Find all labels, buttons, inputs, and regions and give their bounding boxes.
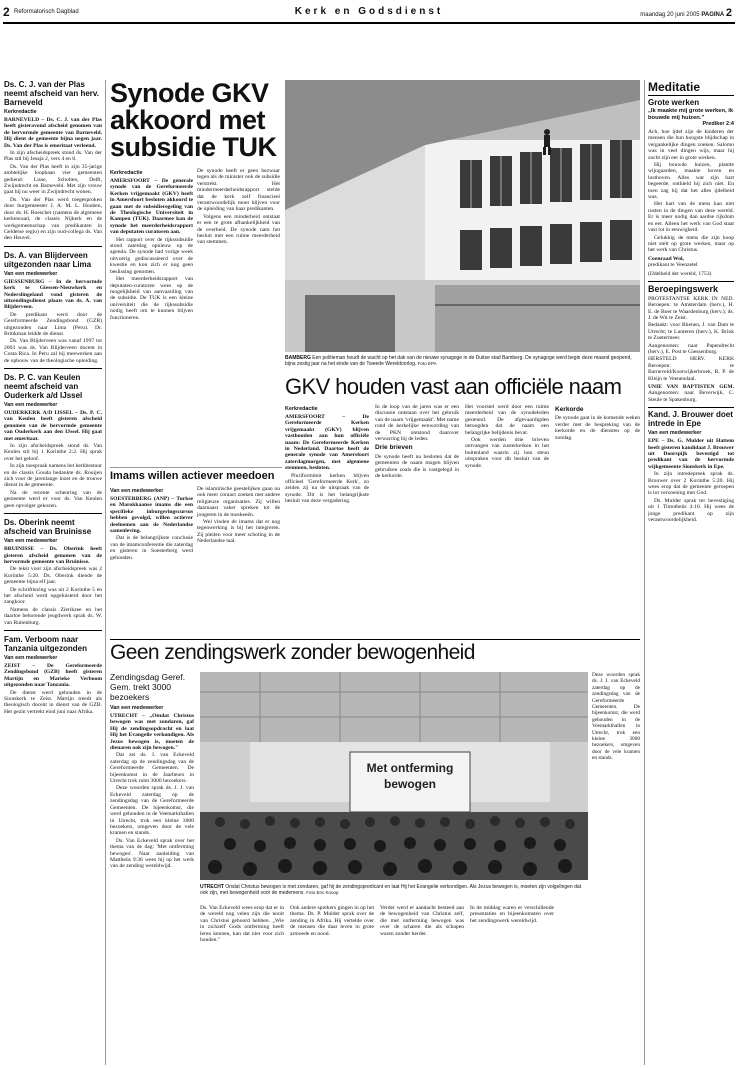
text: Aangenomen: naar Beverwijk, C. Steule te Spakenburg. <box>648 390 734 403</box>
banner-text-1: Met ontferming <box>366 761 454 775</box>
meditatie-note: (IJdelheid der wereld, 1753) <box>648 270 712 277</box>
banner-text-2: bewogen <box>383 777 437 791</box>
paragraph: Het rapport over de rijkssubsidie stond zaterdag opnieuw op de agenda. De synode had vorige week uitvoerig gediscussieerd over de kwestie en kon zich er nog geen beslissing genomen. <box>110 236 193 275</box>
paragraph: Ds. Mulder sprak ter bevestiging uit 1 Timotheüs 4:16. Hij wees de jonge predikant op zijn verantwoordelijkheid. <box>648 497 734 524</box>
caption-label: BAMBERG <box>285 355 311 361</box>
byline: Kerkredactie <box>285 406 318 412</box>
paragraph: BARNEVELD – Ds. C. J. van der Plas heeft gisteravond afscheid genomen van de hervormde gemeente van Barneveld. Hij dient de gemeente bijna negen jaar. Ds. Van der Plas is emeritaat verleend. <box>4 117 102 149</box>
subhead: Drie brieven <box>375 444 413 452</box>
headline: Ds. P. C. van Keulen neemt afscheid van Ouderkerk a/d IJssel <box>4 373 83 400</box>
paragraph: Ds. Van der Plas heeft in zijn 35-jarige ambtelijke loopbaan vier gemeenten gediend: Lisse, Scholten, Delft, Zwijndrecht en Barneveld. Met zijn vrouw gaat hij nu weer in Zwijndrecht wonen. <box>4 163 102 196</box>
paragraph: In zijn toespraak namens het kerkbestuur en de classis Gouda bedankte ds. Rooijen zich voor de jarenlange inzet en de trouwe dienst in de gemeente. <box>4 463 102 489</box>
newspaper-name: Reformatorisch Dagblad <box>14 9 79 15</box>
paragraph: Na de recente scheuring van de gemeente werd er voor ds. Van Keulen geen opvolger gekozen. <box>4 489 102 509</box>
byline: Van een medewerker <box>110 488 164 494</box>
paragraph: De tekst voor zijn afscheidspreek was 2 Korinthe 5:20. Ds. Oberink diende de gemeente bijna elf jaar. <box>4 566 102 586</box>
paragraph: Ook werden drie brieven ontvangen van zusterkerken in het buitenland waarin zij hun steun uitspraken voor dit besluit van de synode. <box>465 437 549 469</box>
gkv-column-3 <box>465 404 549 636</box>
byline: Van een medewerker <box>4 270 58 277</box>
caption-credit: Foto Eric Knoop <box>306 890 339 895</box>
byline: Kerkredactie <box>110 170 143 176</box>
imams-headline: Imams willen actiever meedoen <box>110 470 275 482</box>
paragraph: De schriftlezing was uit 2 Korinthe 5 en het afscheid werd opgeluisterd door het zangkoor. <box>4 586 102 606</box>
meditatie-author: Coenraad Wol, <box>648 255 684 262</box>
article-blijderveen <box>4 251 102 364</box>
paragraph: GIESSENBURG – In de hervormde kerk te Giessen-Nieuwkerk en Nederslingeland vond gisteren de uitzendingsdienst plaats van ds. A. van Blijderveen. <box>4 278 102 311</box>
photo-caption <box>285 355 640 367</box>
paragraph: Ach, hoe ijdel zijn de kinderen der mensen die hun hoogste blijdschap in vergankelijke dingen zoeken. Salomo was in veel dingen wijs, maar hij zocht zijn eer in grote werken. <box>648 129 734 161</box>
bottom-subtitle: Zendingsdag Geref. Gem. trekt 3000 bezoekers <box>110 672 186 702</box>
gkv-column-1 <box>285 404 369 636</box>
paragraph: AMERSFOORT – De generale synode van de Gereformeerde Kerken vrijgemaakt (GKV) heeft in Amersfoort besloten akkoord te gaan met de subsidieregeling van de Theologische Universiteit in Kampen (TUK). Daarmee kan de synode het meerderheidsrapport van deputaten curatoren aan. <box>110 178 193 236</box>
right-column <box>648 80 734 1065</box>
page-number-left: 2 <box>3 5 10 19</box>
gkv-column-2 <box>375 404 459 636</box>
meditatie-quote: „Ik maakte mij grote werken, ik bouwde mij huizen." <box>648 108 734 121</box>
column-divider <box>105 80 106 1065</box>
paragraph: De islamitische geestelijken gaan nu ook meer contact zoeken met andere religieuze organisaties. Zij willen daarnaast vaker spreken tot de jongeren in de moskeeën. <box>197 486 280 518</box>
lead-column-2 <box>197 168 280 463</box>
paragraph: Wel vinden de imams dat er nog tegenwerking is bij het integreren. Zij pleiten voor meer scholing in de Nederlandse taal. <box>197 519 280 545</box>
paragraph: EPE – Ds. G. Mulder uit Hattem heeft gisteren kandidaat J. Brouwer uit Doorspijk bevestigd tot predikant van de hervormde wijkgemeente Sionskerk in Epe. <box>648 438 734 470</box>
divider <box>648 407 734 408</box>
paragraph: Aangenomen: naar Papendrecht (herv.), E. Post te Giessenburg. <box>648 342 734 355</box>
caption-label: UTRECHT <box>200 884 224 890</box>
bottom-column-4 <box>380 905 464 1065</box>
paragraph: De synode gaat in de komende weken verder met de bespreking van de kerkorde en de diensten op de zondag. <box>555 415 640 441</box>
divider <box>648 281 734 282</box>
column-divider <box>644 80 645 1065</box>
byline: Van een medewerker <box>4 654 58 661</box>
caption-text: Een politieman houdt de wacht op het dak van de nieuwe synagoge in de Duitse stad Bamberg. De synagoge werd begin deze maand geopend, bijna zestig jaar na het einde van de Tweede Wereldoorlog. <box>285 355 632 367</box>
paragraph: In de middag waren er verschillende presentaties en bijeenkomsten over het zendingswerk wereldwijd. <box>470 905 554 924</box>
paragraph: UTRECHT – „Omdat Christus bewogen was met zondaren, gaf Hij de zendingsopdracht en laat Hij het Evangelie verkondigen. Als Jezus bewogen is, moeten de dienaren ook zijn bewogen." <box>110 713 194 752</box>
paragraph: Pluriformiteit kerken blijven officieel 'Gereformeerde Kerk', zo zeiden zij na de uitspraak van de synode. Dit is het belangrijkste besluit van deze vergadering. <box>285 472 369 505</box>
gkv-column-4 <box>555 404 640 636</box>
imams-column-2 <box>197 486 280 636</box>
headline: Ds. Oberink neemt afscheid van Bruinisse <box>4 518 92 537</box>
paragraph: Het voorstel werd door een ruime meerderheid van de synodeleden gesteund. De afgevaardigden betoogden dat de naam een belangrijke belijdenis bevat. <box>465 404 549 436</box>
bottom-headline: Geen zendingswerk zonder bewogenheid <box>110 641 475 664</box>
imams-column-1 <box>110 486 193 636</box>
article-oberink <box>4 518 102 626</box>
subhead: Kerkorde <box>555 406 584 413</box>
paragraph: In de loop van de jaren was er een discussie ontstaan over het gebruik van de naam 'vrijgemaakt'. Met name rond de kerkelijke eenwording van de PKN ontstond daarover verwarring bij de leden. <box>375 404 459 443</box>
meditatie-title: Meditatie <box>648 80 734 96</box>
paragraph: Verder werd er aandacht besteed aan de bewogenheid van Christus zelf, die met ontferming bewogen was over de scharen die als schapen waren zonder herder. <box>380 905 464 937</box>
divider <box>4 630 102 631</box>
paragraph: Volgens een minderheid ontstaat er een te grote afhankelijkheid van de overheid. De synode nam het besluit met een ruime meerderheid van stemmen. <box>197 213 280 246</box>
synagogue-illustration <box>285 80 640 352</box>
hall-illustration <box>200 672 588 880</box>
paragraph: In zijn afscheidspreek stond ds. Van der Plas stil bij Jesaja 2, vers 4 en 8. <box>4 150 102 163</box>
paragraph: ZEIST – De Gereformeerde Zendingsbond (GZB) heeft gisteren Martijn en Marieke Verboom uitgezonden naar Tanzania. <box>4 662 102 689</box>
paragraph: OUDERKERK A/D IJSSEL – Ds. P. C. van Keulen heeft gisteren afscheid genomen van de hervormde gemeente van Ouderkerk aan den IJssel. Hij gaat met emeritaat. <box>4 410 102 442</box>
headline: Fam. Verboom naar Tanzania uitgezonden <box>4 634 87 653</box>
bottom-column-3 <box>290 905 374 1065</box>
paragraph <box>648 384 734 403</box>
lead-column-1 <box>110 168 193 463</box>
caption-credit: Foto EPA <box>417 361 437 366</box>
bottom-divider <box>110 639 640 640</box>
paragraph: Ds. Van Eckeveld wees erop dat er in de wereld nog velen zijn die nooit van Christus gehoord hebben. „Wie in zichzelf Gods ontferming heeft leren kennen, kan dat niet voor zich houden." <box>200 905 284 944</box>
paragraph: In zijn afscheidspreek stond ds. Van Keulen stil bij 1 Korinthe 2:2. Hij sprak over het geloof. <box>4 443 102 462</box>
paragraph: Dat is de belangrijkste conclusie van de imamconferentie die zaterdag en gisteren in Soesterberg werd gehouden. <box>110 535 193 561</box>
byline: Kerkredactie <box>4 109 37 115</box>
byline: Van een medewerker <box>110 705 164 711</box>
beroepingswerk-title: Beroepingswerk <box>648 283 719 294</box>
paragraph: Hij bouwde huizen, plantte wijngaarden, maakte hoven en lusthoven. Alles wat zijn hart begeerde, onthield hij zich niet. En toen zag hij dat het alles ijdelheid was. <box>648 162 734 201</box>
gkv-headline: GKV houden vast aan officiële naam <box>285 374 622 399</box>
bottom-column-1 <box>110 672 194 1065</box>
header-rule <box>3 22 735 24</box>
bottom-column-6 <box>592 672 640 1065</box>
paragraph: Gelukkig de mens die zijn hoop niet stelt op grote werken, maar op het werk van Christus. <box>648 234 734 254</box>
divider <box>4 368 102 369</box>
zendingsdag-caption <box>200 884 588 896</box>
page-label: PAGINA <box>701 12 725 18</box>
paragraph: Ds. Van der Plas werd toegesproken door burgemeester J. A. M. L. Houben, door ds. H. Roescher (namens de algemene kerkenraad, de classis Nijkerk en de werkgemeenschap van predikanten in Gelderse regio) en zijn oud-collega ds. Van den Heuvel. <box>4 196 102 242</box>
meditatie-subtitle: Grote werken <box>648 98 700 107</box>
paragraph: Het meerderheidsrapport van deputaten-curatoren wees op de mogelijkheid van aanvaarding van de subsidie. De TUK is een kleine universiteit die de rijkssubsidie nodig heeft om te kunnen blijven functioneren. <box>110 276 193 321</box>
article-verboom <box>4 635 102 715</box>
bottom-column-2 <box>200 905 284 1065</box>
meditatie-reference: Prediker 2:4 <box>702 121 734 127</box>
paragraph: BRUINISSE – Ds. Oberink heeft gisteren afscheid genomen van de hervormde gemeente van Bruinisse. <box>4 546 102 565</box>
paragraph: Ook andere sprekers gingen in op het thema. Ds. P. Mulder sprak over de zending in Afrika. Hij vertelde over de mensen die daar leven in grote armoede en nood. <box>290 905 374 937</box>
paragraph: Dat zei ds. J. van Eckeveld zaterdag op de zendingsdag van de Gereformeerde Gemeenten. De bijeenkomst in de Jaarbeurs in Utrecht trok ruim 3000 bezoekers. <box>110 752 194 785</box>
section-title: Kerk en Godsdienst <box>294 6 444 17</box>
paragraph: PROTESTANTSE KERK IN NED. Beroepen: te Amsterdam (herv.), H. E. de Boer te Waardenburg (herv.); ds. J. de Wit te Zeist. <box>648 295 734 321</box>
headline: Ds. A. van Blijderveen uitgezonden naar Lima <box>4 250 92 269</box>
divider <box>4 246 102 247</box>
page-header <box>0 0 738 22</box>
paragraph: Bedankt: voor Rhenen, J. van Dam te Utrecht; te Lunteren (herv.), K. Brink te Zoetermeer. <box>648 322 734 342</box>
paragraph: Deze woorden sprak ds. J. J. van Eckeveld zaterdag op de zendingsdag van de Gereformeerde Gemeenten. De bijeenkomst, die werd gehouden in de Veemarkthallen in Utrecht, trok een kleine 3000 bezoekers, omgeven door de vele kramen en stands. <box>592 672 640 762</box>
paragraph: In zijn intredepreek sprak ds. Brouwer over 2 Korinthe 5:20. Hij wees erop dat de gemeente geroepen is tot verzoening met God. <box>648 471 734 497</box>
article-van-der-plas <box>4 80 102 242</box>
byline: Van een medewerker <box>4 538 58 545</box>
paragraph: Deze woorden sprak ds. J. J. van Eckeveld zaterdag op de zendingsdag van de Gereformeerde Gemeenten. De bijeenkomst, die werd gehouden in de Veemarkthallen in Utrecht, trok een kleine 3000 bezoekers, omgeven door de vele kramen en stands. <box>110 785 194 837</box>
lead-headline: Synode GKV akkoord met subsidie TUK <box>110 78 277 162</box>
label: UNIE VAN BAPTISTEN GEM. <box>648 384 734 390</box>
divider <box>4 513 102 514</box>
synagogue-photo <box>285 80 640 352</box>
header-date-block <box>640 7 732 19</box>
page-number-right: 2 <box>725 7 732 19</box>
byline: Van een medewerker <box>648 430 702 437</box>
paragraph: AMERSFOORT – De Gereformeerde Kerken vrijgemaakt (GKV) blijven vasthouden aan hun officiële naam: De Gereformeerde Kerken in Nederland. Daartoe heeft de generale synode van Amersfoort zaterdagmorgen, met algemene stemmen, besloten. <box>285 414 369 472</box>
headline: Ds. C. J. van der Plas neemt afscheid van herv. Barneveld <box>4 80 99 107</box>
paragraph: Namens de classis Zierikzee en het daartoe behorende jeugdwerk sprak ds. W. van Ruitenburg. <box>4 606 102 626</box>
paragraph: Ds. Van Blijderveen was vanaf 1997 tot 2003 was ds. Van Blijderveen docent in Costa Rica. In Peru zal hij meewerken aan de opbouw van de theologische opleiding. <box>4 338 102 364</box>
publication-date: maandag 20 juni 2005 <box>640 12 700 18</box>
paragraph: De predikant werd door de Gereformeerde Zendingsbond (GZB) uitgezonden naar Lima (Peru). Dr. Brinkman leidde de dienst. <box>4 311 102 337</box>
paragraph: SOESTERBERG (ANP) – Turkse en Marokkaanse imams die een specifieke inburgeringscursus hebben gevolgd, willen actiever deelnemen aan de Nederlandse samenleving. <box>110 496 193 535</box>
paragraph: HERSTELD HERV. KERK Beroepen: te Barneveld/Kootwijkerbroek, R. P. de Kleijn te Veenendaal. <box>648 356 734 382</box>
article-van-keulen <box>4 373 102 509</box>
paragraph: De dienst werd gehouden in de Sionskerk te Zeist. Martijn treedt als theologisch docent in dienst van de GZB. Het gezin vertrekt eind juni naar Afrika. <box>4 689 102 715</box>
paragraph: De synode heeft er geen bezwaar tegen als de minister ook de subsidie verstrekt. Het mindermeerderheidsrapport stelde dat de kerk zelf financieel verantwoordelijk moet blijven voor de opleiding van haar predikanten. <box>197 168 280 213</box>
meditatie-author-role: predikant te Veenzetel <box>648 261 698 268</box>
caption-text: Onslat Christus bewogen is met zondaren, gaf hij de zendingspredicant en laat Hij het Evangelie verkondigen. Als Jezus bewogen is, moeten zijn volgelingen dat ook zijn, met bewogenheid voor de medemens. <box>200 884 582 896</box>
divider <box>110 467 282 468</box>
paragraph: Ds. Van Eckeveld sprak over het thema van de dag: 'Met ontferming bewogen'. Naar aanleiding van Mattheüs 9:36 wees hij op het werk van de zending wereldwijd. <box>110 837 194 870</box>
zendingsdag-photo <box>200 672 588 880</box>
left-column <box>4 80 102 1065</box>
byline: Van een medewerker <box>4 402 58 408</box>
paragraph: Het hart van de mens kan niet rusten in de dingen van deze wereld. Er is meer nodig dan aardse rijkdom en eer. Alleen het werk van God staat vast tot in eeuwigheid. <box>648 201 734 234</box>
bottom-column-5 <box>470 905 554 1065</box>
kand-headline: Kand. J. Brouwer doet intrede in Epe <box>648 410 733 429</box>
paragraph: De synode heeft nu besloten dat de gemeenten de naam mogen blijven gebruiken zoals die is vastgelegd in de kerkorde. <box>375 453 459 480</box>
